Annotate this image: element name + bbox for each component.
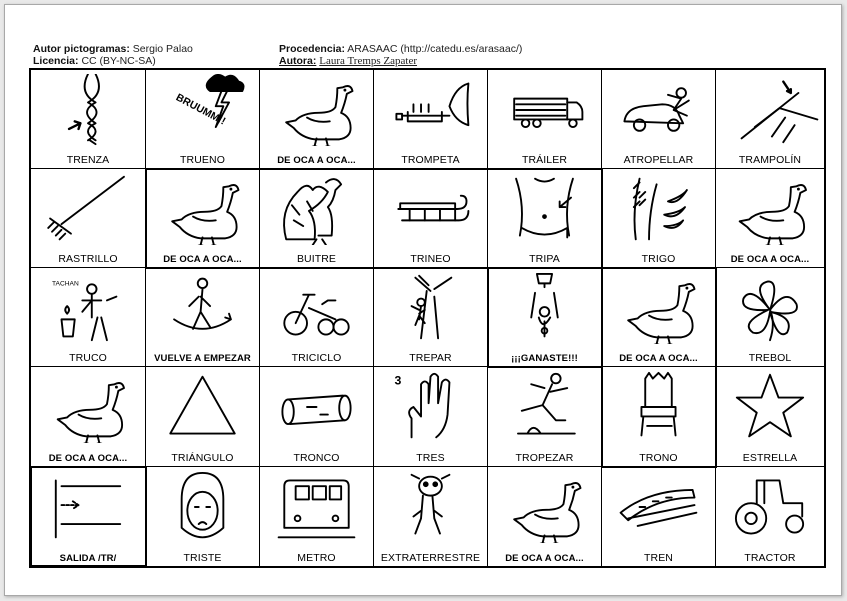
cell-label: DE OCA A OCA... [730, 254, 810, 265]
board-cell [602, 467, 716, 566]
cell-label: DE OCA A OCA... [163, 254, 242, 265]
author-value: Sergio Palao [132, 43, 193, 55]
cell-label: TREBOL [748, 352, 792, 364]
cell-label: ATROPELLAR [623, 154, 694, 166]
board-cell [374, 367, 488, 467]
cell-label: TRIGO [641, 253, 676, 265]
cell-label: DE OCA A OCA... [277, 155, 356, 166]
license-line [33, 55, 156, 67]
cell-label: BUITRE [296, 253, 337, 265]
board-cell [602, 70, 716, 169]
board-cell [146, 467, 260, 566]
cell-label: TRIÁNGULO [171, 452, 234, 464]
board-cell [488, 467, 602, 566]
board-cell [260, 70, 374, 169]
cell-label: TREPAR [409, 352, 452, 364]
cell-label: TRES [416, 452, 445, 464]
board-cell [602, 367, 716, 467]
cell-label: RASTRILLO [58, 253, 118, 265]
board-cell [31, 70, 146, 169]
svg-text:TACHAN: TACHAN [52, 280, 79, 288]
board-cell [488, 268, 602, 367]
license-label: Licencia: [33, 55, 79, 67]
cell-label: VUELVE A EMPEZAR [154, 353, 251, 364]
board-cell [716, 70, 824, 169]
cell-label: ¡¡¡GANASTE!!! [511, 353, 578, 364]
creator-line [279, 55, 417, 67]
author-line [33, 43, 193, 55]
board-cell [146, 169, 260, 268]
cell-label: METRO [297, 552, 336, 564]
board-cell [260, 169, 374, 268]
cell-label: TROPEZAR [515, 452, 574, 464]
cell-label: DE OCA A OCA... [505, 553, 584, 564]
board-cell [146, 367, 260, 467]
board-cell [716, 367, 824, 467]
board-cell [31, 268, 146, 367]
board-cell [716, 467, 824, 566]
cell-label: TRÁILER [521, 154, 568, 166]
cell-label: TRICICLO [291, 352, 342, 364]
game-board [29, 68, 826, 568]
board-cell [260, 367, 374, 467]
cell-label: TRIPA [529, 253, 560, 265]
board-cell [374, 70, 488, 169]
board-cell [374, 169, 488, 268]
cell-label: TRISTE [183, 552, 222, 564]
board-cell [31, 467, 146, 566]
board-cell [374, 268, 488, 367]
board-cell [374, 467, 488, 566]
svg-text:BRUUMM!!: BRUUMM!! [173, 92, 228, 128]
cell-label: TRUENO [180, 154, 225, 166]
board-cell [716, 268, 824, 367]
source-line [279, 43, 522, 55]
board-cell [602, 169, 716, 268]
board-cell [488, 70, 602, 169]
board-cell [602, 268, 716, 367]
author-label: Autor pictogramas: [33, 43, 130, 55]
creator-value: Laura Tremps Zapater [319, 55, 418, 67]
cell-label: TRENZA [66, 154, 110, 166]
svg-text:3: 3 [394, 373, 402, 388]
board-cell [260, 467, 374, 566]
board-cell [260, 268, 374, 367]
cell-label: TRUCO [69, 352, 107, 364]
document-page [4, 4, 842, 596]
board-cell [488, 169, 602, 268]
cell-label: TRINEO [410, 253, 451, 265]
cell-label: DE OCA A OCA... [48, 453, 128, 464]
cell-label: SALIDA /TR/ [59, 553, 117, 564]
board-cell [31, 169, 146, 268]
source-label: Procedencia: [279, 43, 345, 55]
board-cell [146, 268, 260, 367]
cell-label: TROMPETA [401, 154, 460, 166]
board-cell [31, 367, 146, 467]
cell-label: TRONCO [293, 452, 340, 464]
cell-label: TREN [644, 552, 673, 564]
cell-label: TRACTOR [744, 552, 796, 564]
creator-label: Autora: [279, 55, 317, 67]
board-cell [716, 169, 824, 268]
cell-label: EXTRATERRESTRE [380, 552, 481, 564]
cell-label: DE OCA A OCA... [619, 353, 698, 364]
source-value: ARASAAC (http://catedu.es/arasaac/) [347, 43, 523, 55]
board-cell [146, 70, 260, 169]
cell-label: TRONO [639, 452, 678, 464]
cell-label: ESTRELLA [742, 452, 798, 464]
license-value: CC (BY-NC-SA) [81, 55, 156, 67]
board-cell [488, 367, 602, 467]
cell-label: TRAMPOLÍN [738, 154, 802, 166]
